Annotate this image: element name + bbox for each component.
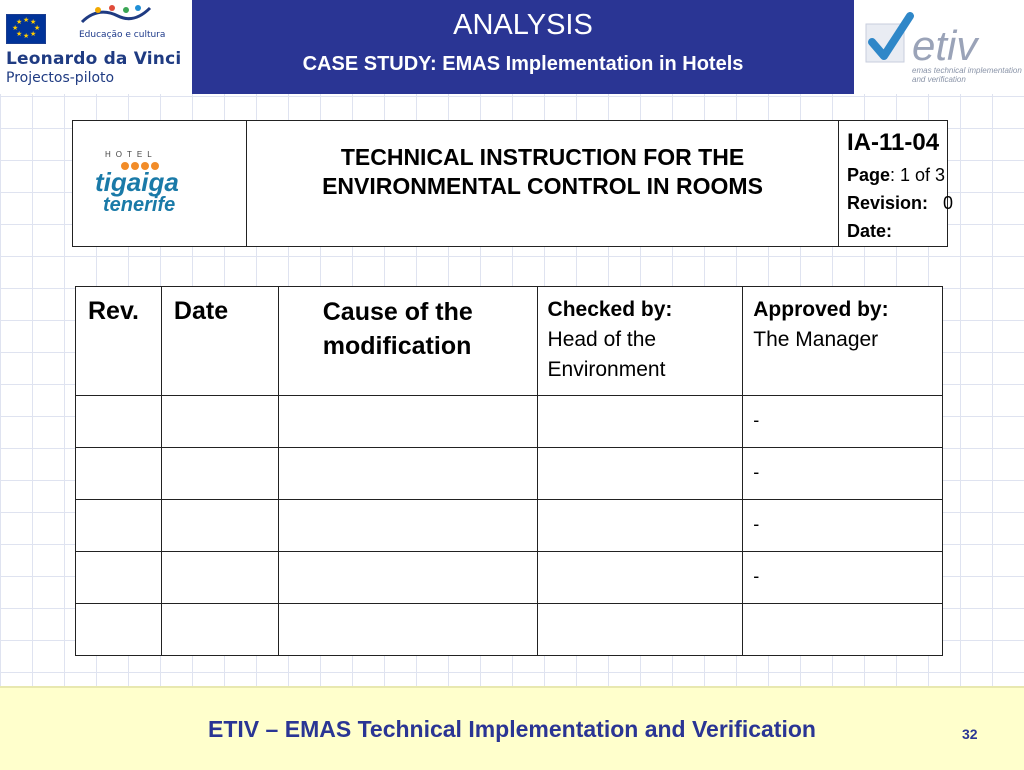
- etiv-logo-icon: [864, 12, 1014, 72]
- date-cell: [161, 448, 278, 500]
- date-cell: [161, 552, 278, 604]
- cause-cell: [278, 448, 537, 500]
- table-row: [76, 604, 943, 656]
- document-header-table: [72, 120, 954, 247]
- date-cell: [161, 396, 278, 448]
- col-checked-header: [537, 287, 743, 396]
- rev-cell: [76, 552, 162, 604]
- svg-text:tigaiga: tigaiga: [95, 167, 179, 197]
- hotel-tigaiga-logo: [73, 121, 246, 246]
- hotel-logo-cell: [73, 121, 247, 246]
- checked-by-body: Head of the Environment: [547, 328, 666, 381]
- date-info: [847, 221, 892, 242]
- title-banner: [192, 0, 854, 94]
- checked-cell: [537, 500, 743, 552]
- slide-title: ANALYSIS: [453, 9, 593, 41]
- svg-text:tenerife: tenerife: [103, 194, 176, 216]
- revision-label: Revision:: [847, 193, 929, 213]
- approved-cell: -: [743, 500, 943, 552]
- table-row: [76, 500, 943, 552]
- col-rev-header: Rev.: [76, 287, 162, 396]
- etiv-logo-area: [854, 0, 1024, 94]
- cause-cell: [278, 396, 537, 448]
- revision-table-header: [76, 287, 943, 396]
- document-title-cell: [247, 121, 839, 246]
- col-date-header: Date: [161, 287, 278, 396]
- cause-cell: [278, 604, 537, 656]
- svg-text:HOTEL: HOTEL: [105, 150, 157, 159]
- document-title: TECHNICAL INSTRUCTION FOR THE ENVIRONMENTAL CONTROL IN ROOMS: [322, 144, 763, 199]
- date-cell: [161, 500, 278, 552]
- document-code: IA-11-04: [847, 129, 940, 156]
- checked-by-title: Checked by:: [547, 298, 673, 321]
- revision-value: 0: [943, 193, 954, 213]
- page-number: 32: [962, 726, 978, 742]
- approved-cell: -: [743, 552, 943, 604]
- rev-cell: [76, 448, 162, 500]
- footer-text: ETIV – EMAS Technical Implementation and Verification: [208, 716, 816, 742]
- rev-cell: [76, 500, 162, 552]
- etiv-brand-text: etiv: [912, 22, 978, 69]
- date-label: Date:: [847, 221, 893, 241]
- education-culture-label: Educação e cultura: [79, 30, 166, 40]
- rev-cell: [76, 604, 162, 656]
- document-info-cell: [839, 121, 954, 246]
- approved-by-title: Approved by:: [753, 298, 889, 321]
- approved-cell: -: [743, 448, 943, 500]
- approved-by-body: The Manager: [753, 328, 879, 351]
- page-label: Page: [847, 165, 891, 185]
- education-swoosh-icon: [78, 2, 156, 30]
- cause-cell: [278, 500, 537, 552]
- cause-cell: [278, 552, 537, 604]
- approved-cell: -: [743, 396, 943, 448]
- col-approved-header: [743, 287, 943, 396]
- page-info: [847, 165, 945, 186]
- date-cell: [161, 604, 278, 656]
- rev-cell: [76, 396, 162, 448]
- footer-bar: [0, 686, 1024, 770]
- checked-cell: [537, 552, 743, 604]
- etiv-tagline: emas technical implementation and verification: [912, 66, 1022, 84]
- approved-cell: [743, 604, 943, 656]
- revision-info: [847, 193, 953, 214]
- checked-cell: [537, 448, 743, 500]
- slide-subtitle: CASE STUDY: EMAS Implementation in Hotels: [302, 53, 744, 75]
- leonardo-da-vinci-label: Leonardo da Vinci: [6, 49, 182, 69]
- pilot-projects-label: Projectos-piloto: [6, 70, 115, 86]
- table-row: [76, 396, 943, 448]
- revision-table: [75, 286, 943, 656]
- col-cause-header: Cause of the modification: [278, 287, 537, 396]
- table-row: [76, 448, 943, 500]
- page-value: : 1 of 3: [890, 165, 946, 185]
- table-row: [76, 552, 943, 604]
- checked-cell: [537, 396, 743, 448]
- eu-flag-icon: ★ ★ ★ ★ ★ ★ ★ ★: [6, 14, 46, 44]
- checked-cell: [537, 604, 743, 656]
- leonardo-da-vinci-logo-area: [0, 0, 192, 94]
